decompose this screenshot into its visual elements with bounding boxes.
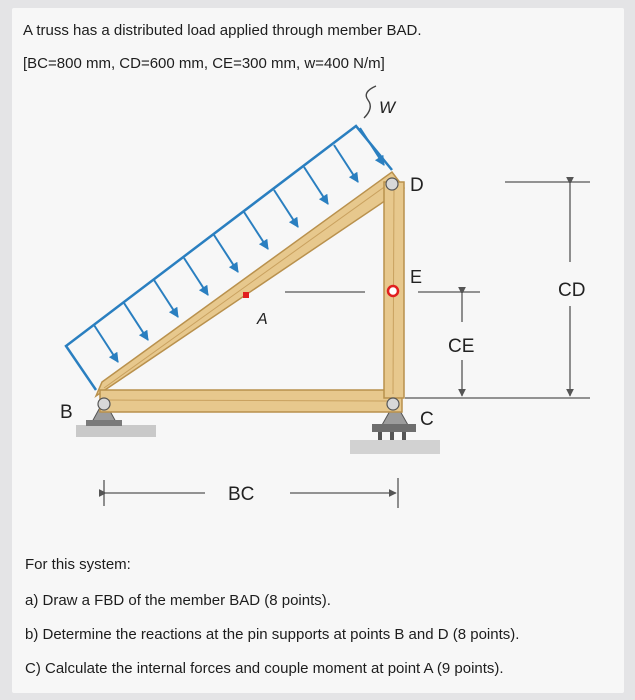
- label-b: B: [60, 402, 73, 423]
- question-b: b) Determine the reactions at the pin supports at points B and D (8 points).: [25, 626, 520, 643]
- dimension-ce-label: CE: [448, 336, 475, 357]
- problem-statement: A truss has a distributed load applied through member BAD.: [23, 22, 422, 39]
- label-a: A: [257, 311, 268, 328]
- point-a-marker: [243, 292, 249, 298]
- dimension-lines: [104, 182, 590, 508]
- pin-d: [386, 178, 398, 190]
- given-values: [BC=800 mm, CD=600 mm, CE=300 mm, w=400 N/m]: [23, 55, 385, 72]
- point-e-marker: [388, 286, 398, 296]
- label-d: D: [410, 175, 424, 196]
- dimension-bc-label: BC: [228, 484, 255, 505]
- w-leader-line: [364, 86, 376, 118]
- distributed-load: [66, 86, 392, 390]
- label-w: W: [379, 98, 396, 117]
- question-c: C) Calculate the internal forces and couple moment at point A (9 points).: [25, 660, 504, 677]
- pin-c: [387, 398, 399, 410]
- pin-b: [98, 398, 110, 410]
- dimension-cd-label: CD: [558, 280, 586, 301]
- question-a: a) Draw a FBD of the member BAD (8 points).: [25, 592, 331, 609]
- questions-intro: For this system:: [25, 556, 131, 573]
- load-arrows: [94, 128, 384, 362]
- label-c: C: [420, 409, 434, 430]
- label-e: E: [410, 267, 423, 287]
